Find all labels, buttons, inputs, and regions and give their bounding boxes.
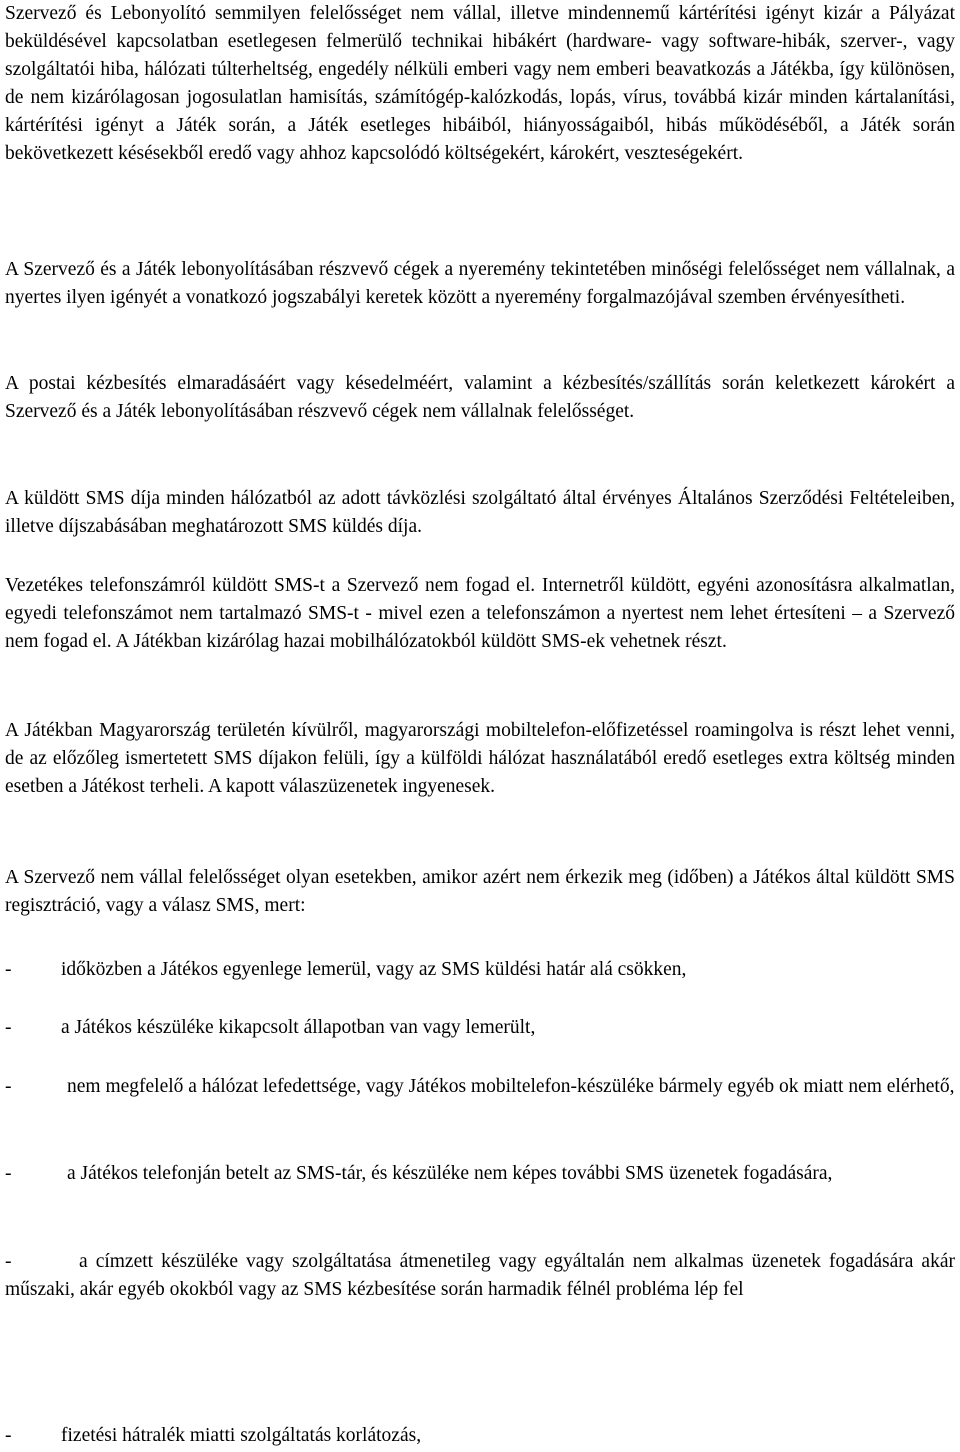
paragraph-prize-quality: A Szervező és a Játék lebonyolításában részvevő cégek a nyeremény tekintetében minőségi felelősséget nem vállalnak, a nyertes ilyen igényét a vonatkozó jogszabályi keretek között a nyeremény forgalmazójával szemben érvényesítheti. <box>5 259 955 308</box>
list-item-text: a címzett készüléke vagy szolgáltatása átmenetileg vagy egyáltalán nem alkalmas üzenetek fogadására akár műszaki, akár egyéb okokból vagy az SMS kézbesítése során harmadik félnél probléma lép fel <box>5 1251 955 1300</box>
paragraph-postal-delivery: A postai kézbesítés elmaradásáért vagy késedelméért, valamint a kézbesítés/szállítás során keletkezett károkért a Szervező és a Játék lebonyolításában részvevő cégek nem vállalnak felelősséget. <box>5 373 955 422</box>
list-item-text: időközben a Játékos egyenlege lemerül, vagy az SMS küldési határ alá csökken, <box>61 959 687 980</box>
list-item <box>5 1014 955 1042</box>
paragraph-sms-fee: A küldött SMS díja minden hálózatból az adott távközlési szolgáltató által érvényes Általános Szerződési Feltételeiben, illetve díjszabásában meghatározott SMS küldés díja. <box>5 488 955 537</box>
list-item-text: fizetési hátralék miatti szolgáltatás korlátozás, <box>61 1425 422 1446</box>
list-item <box>5 1248 955 1304</box>
list-marker: - <box>5 1163 12 1184</box>
list-item-text: a Játékos telefonján betelt az SMS-tár, és készüléke nem képes további SMS üzenetek fogadására, <box>67 1163 833 1184</box>
list-item <box>5 1073 955 1101</box>
list-item-text: nem megfelelő a hálózat lefedettsége, vagy Játékos mobiltelefon-készüléke bármely egyéb ok miatt nem elérhető, <box>67 1076 955 1097</box>
list-marker: - <box>5 1076 12 1097</box>
paragraph-roaming: A Játékban Magyarország területén kívülről, magyarországi mobiltelefon-előfizetéssel roamingolva is részt lehet venni, de az előzőleg ismertetett SMS díjakon felüli, így a külföldi hálózat használatából eredő esetleges extra költség minden esetben a Játékost terheli. A kapott válaszüzenetek ingyenesek. <box>5 720 955 797</box>
paragraph-landline-sms: Vezetékes telefonszámról küldött SMS-t a Szervező nem fogad el. Internetről küldött, egyéni azonosításra alkalmatlan, egyedi telefonszámot nem tartalmazó SMS-t - mivel ezen a telefonszámon a nyertest nem lehet értesíteni – a Szervező nem fogad el. A Játékban kizárólag hazai mobilhálózatokból küldött SMS-ek vehetnek részt. <box>5 575 955 652</box>
paragraph-sms-failure-intro: A Szervező nem vállal felelősséget olyan esetekben, amikor azért nem érkezik meg (időben) a Játékos által küldött SMS regisztráció, vagy a válasz SMS, mert: <box>5 867 955 916</box>
list-item <box>5 1422 955 1450</box>
list-item <box>5 1160 955 1188</box>
paragraph-liability-technical: Szervező és Lebonyolító semmilyen felelősséget nem vállal, illetve mindennemű kártérítési igényt kizár a Pályázat beküldésével kapcsolatban esetlegesen felmerülő technikai hibákért (hardware- vagy software-hibák, szerver-, vagy szolgáltatói hiba, hálózati túlterheltség, engedély nélküli emberi vagy nem emberi beavatkozás a Játékba, így különösen, de nem kizárólagosan jogosulatlan hamisítás, számítógép-kalózkodás, lopás, vírus, továbbá kizár minden kártalanítási, kártérítési igényt a Játék során, a Játék esetleges hibáiból, hiányosságaiból, hibás működéséből, a Játék során bekövetkezett késésekből eredő vagy ahhoz kapcsolódó költségekért, károkért, veszteségekért. <box>5 3 955 164</box>
list-marker: - <box>5 1251 12 1272</box>
list-marker: - <box>5 1017 12 1038</box>
list-marker: - <box>5 1425 12 1446</box>
list-item-text: a Játékos készüléke kikapcsolt állapotban van vagy lemerült, <box>61 1017 536 1038</box>
list-item <box>5 956 955 984</box>
list-marker: - <box>5 959 12 980</box>
